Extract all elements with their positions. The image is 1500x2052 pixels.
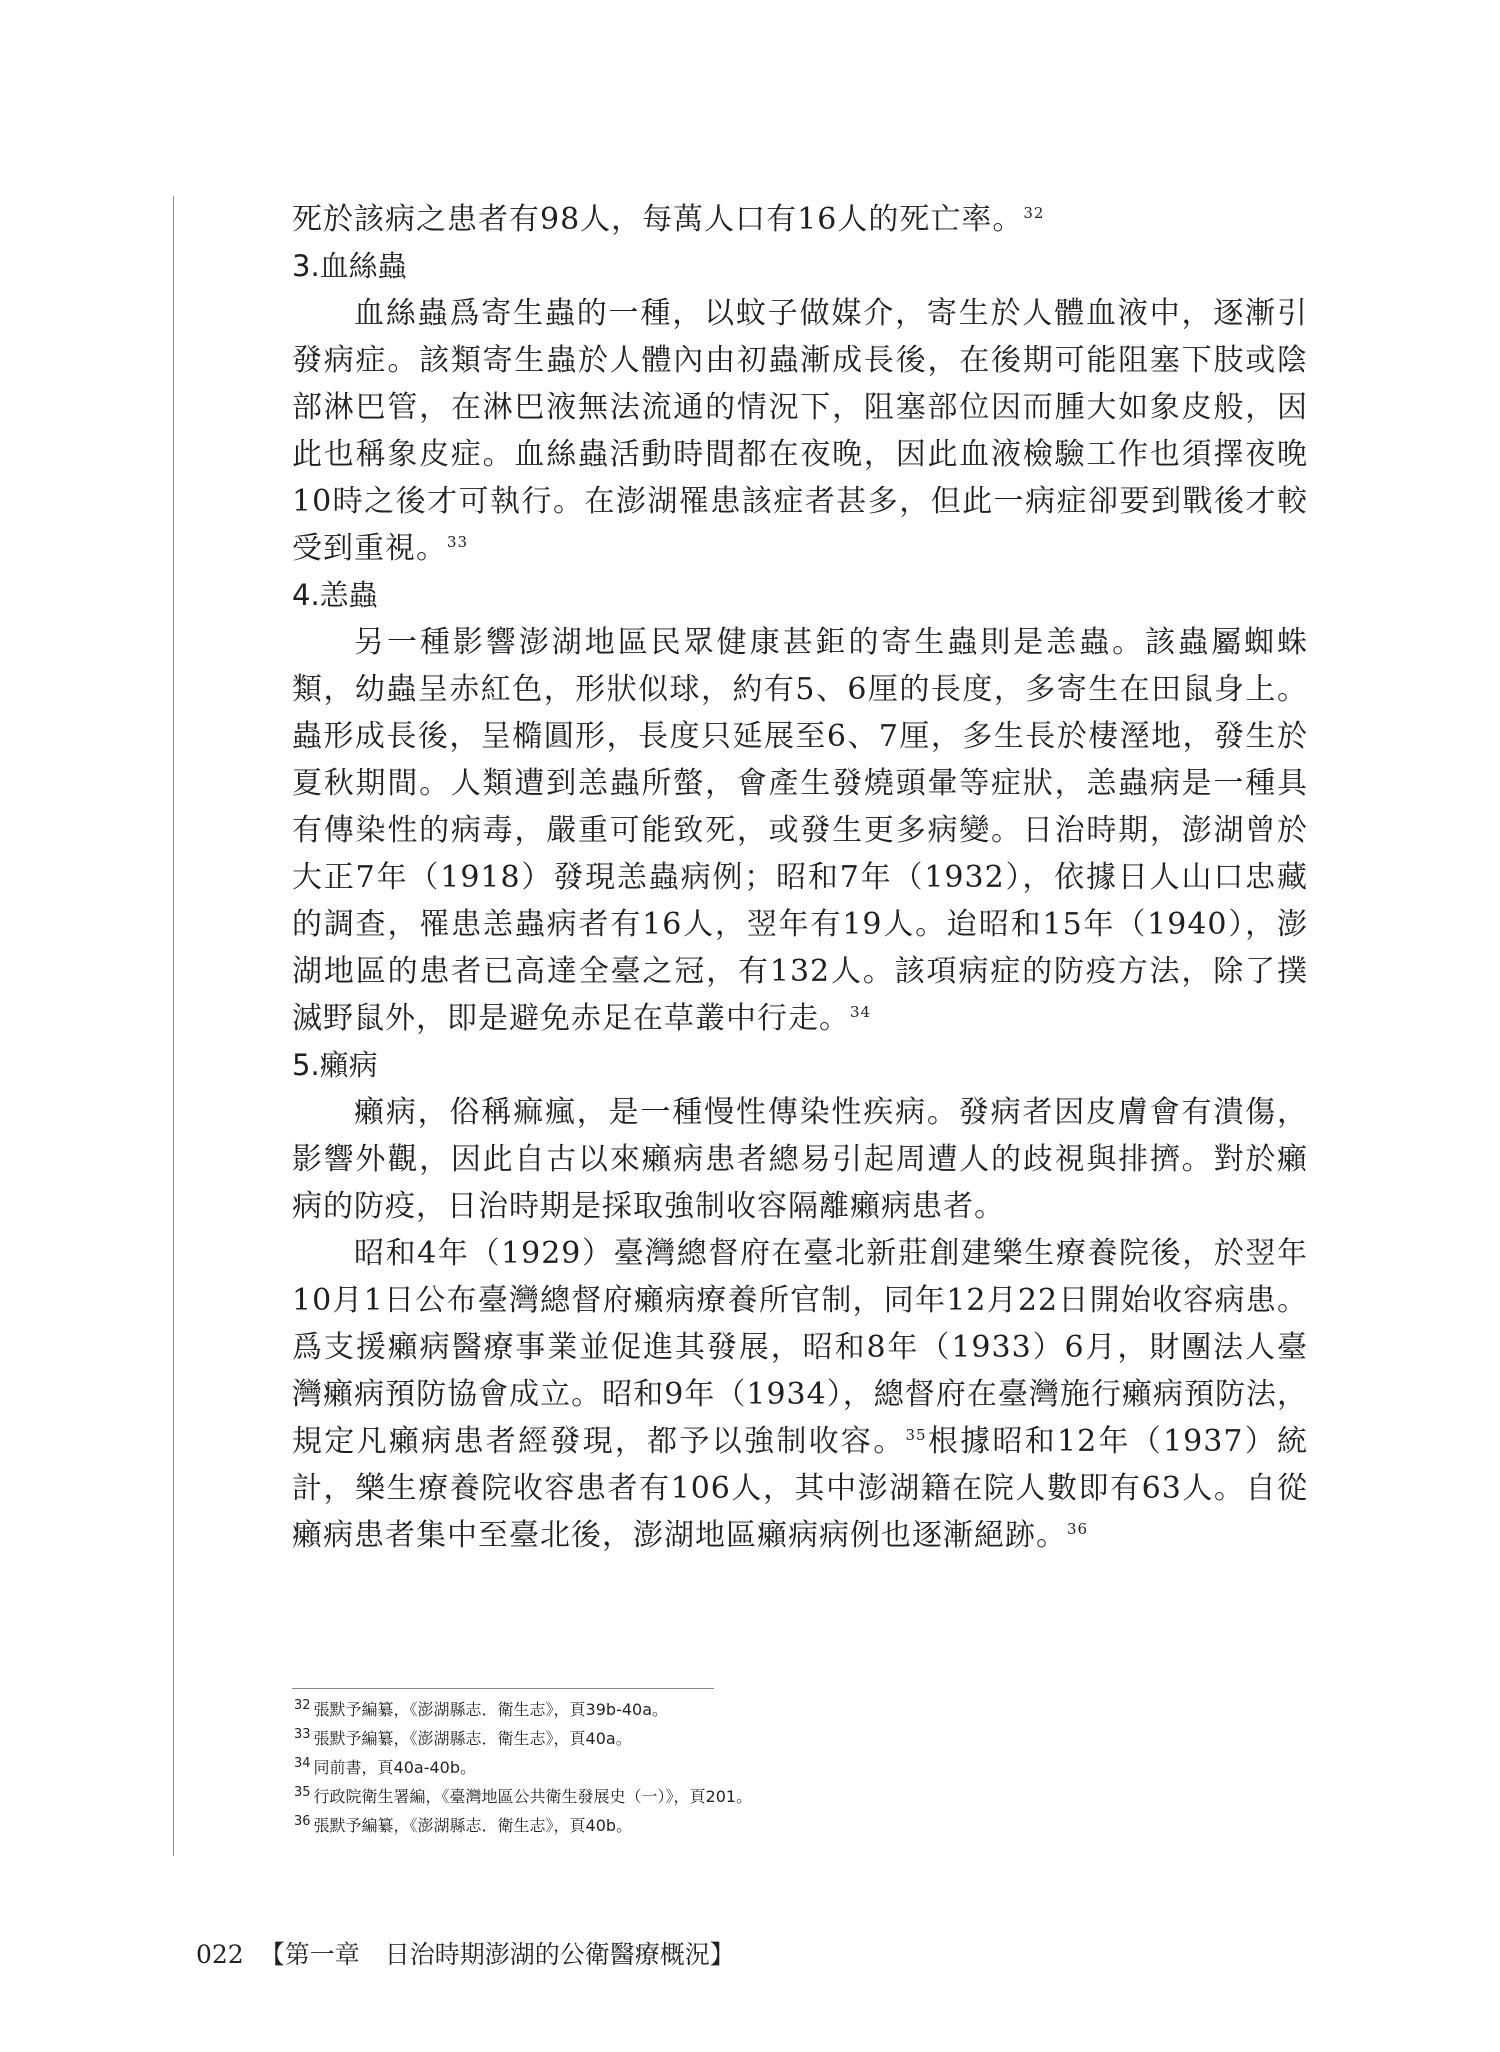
footnote-32: $^{32}$ 張默予編纂，《澎湖縣志．衛生志》，頁39b-40a。 — [294, 1697, 669, 1719]
footnote-ref-33[interactable]: 33 — [447, 533, 469, 551]
footnote-ref-35[interactable]: 35 — [905, 1426, 927, 1444]
section-heading-5: 5.癩病 — [292, 1048, 378, 1082]
margin-rule — [173, 196, 174, 1856]
footnote-divider — [292, 1688, 714, 1689]
section-heading-3: 3.血絲蟲 — [292, 249, 407, 283]
paragraph-3: 癩病，俗稱痲瘋，是一種慢性傳染性疾病。發病者因皮膚會有潰傷，影響外觀，因此自古以來癩病患者總易引起周遭人的歧視與排擠。對於癩病的防疫，日治時期是採取強制收容隔離癩病患者。 — [292, 1095, 1308, 1224]
footnote-ref-36[interactable]: 36 — [1067, 1520, 1089, 1538]
paragraph-0: 死於該病之患者有98人，每萬人口有16人的死亡率。$^{32}$ — [292, 202, 1045, 237]
page-footer — [196, 1935, 735, 1971]
footnote-33: $^{33}$ 張默予編纂，《澎湖縣志．衛生志》，頁40a。 — [294, 1726, 632, 1748]
paragraph-2: 另一種影響澎湖地區民眾健康甚鉅的寄生蟲則是恙蟲。該蟲屬蜘蛛類，幼蟲呈赤紅色，形狀似球，約有5、6厘的長度，多寄生在田鼠身上。蟲形成長後，呈橢圓形，長度只延展至6、7厘，多生長於棲溼地，發生於夏秋期間。人類遭到恙蟲所螫，會產生發燒頭暈等症狀，恙蟲病是一種具有傳染性的病毒，嚴重可能致死，或發生更多病變。日治時期，澎湖曾於大正7年（1918）發現恙蟲病例；昭和7年（1932），依據日人山口忠藏的調查，罹患恙蟲病者有16人，翌年有19人。迨昭和15年（1940），澎湖地區的患者已高達全臺之冠，有132人。該項病症的防疫方法，除了撲滅野鼠外，即是避免赤足在草叢中行走。$^{34}$ — [292, 625, 1308, 1036]
paragraph-1: 血絲蟲爲寄生蟲的一種，以蚊子做媒介，寄生於人體血液中，逐漸引發病症。該類寄生蟲於人體內由初蟲漸成長後，在後期可能阻塞下肢或陰部淋巴管，在淋巴液無法流通的情況下，阻塞部位因而腫大如象皮般，因此也稱象皮症。血絲蟲活動時間都在夜晚，因此血液檢驗工作也須擇夜晚10時之後才可執行。在澎湖罹患該症者甚多，但此一病症卻要到戰後才較受到重視。$^{33}$ — [292, 296, 1308, 566]
footnote-34: $^{34}$ 同前書，頁40a-40b。 — [294, 1755, 477, 1777]
footnote-ref-32[interactable]: 32 — [1023, 204, 1045, 222]
footnote-36: $^{36}$ 張默予編纂，《澎湖縣志．衛生志》，頁40b。 — [294, 1813, 633, 1835]
main-text — [292, 196, 1308, 1559]
paragraph-4: 昭和4年（1929）臺灣總督府在臺北新莊創建樂生療養院後，於翌年10月1日公布臺灣總督府癩病療養所官制，同年12月22日開始收容病患。爲支援癩病醫療事業並促進其發展，昭和8年（1933）6月，財團法人臺灣癩病預防協會成立。昭和9年（1934），總督府在臺灣施行癩病預防法，規定凡癩病患者經發現，都予以強制收容。$^{35}$根據昭和12年（1937）統計，樂生療養院收容患者有106人，其中澎湖籍在院人數即有63人。自從癩病患者集中至臺北後，澎湖地區癩病病例也逐漸絕跡。$^{36}$ — [292, 1236, 1309, 1553]
section-heading-4: 4.恙蟲 — [292, 578, 378, 612]
footnotes — [294, 1695, 1094, 1840]
chapter-title: 【第一章 日治時期澎湖的公衛醫療概況】 — [259, 1940, 735, 1969]
page-number: 022 — [196, 1940, 244, 1969]
footnote-ref-34[interactable]: 34 — [850, 1003, 872, 1021]
footnote-35: $^{35}$ 行政院衛生署編，《臺灣地區公共衛生發展史（一）》，頁201。 — [294, 1784, 753, 1806]
